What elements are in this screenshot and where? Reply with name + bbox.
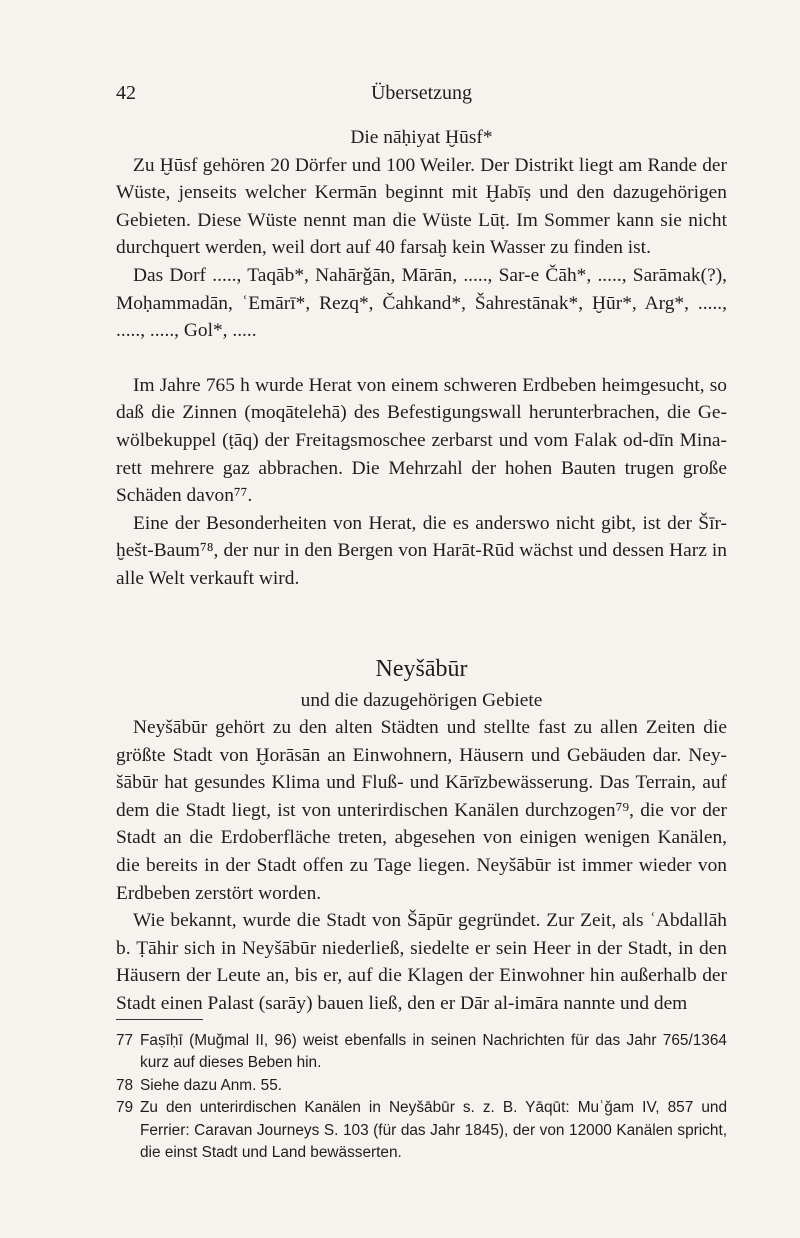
footnote <box>116 1075 727 1097</box>
page-number: 42 <box>116 82 136 104</box>
spacer <box>116 345 727 372</box>
footnote-number: 78 <box>116 1076 134 1094</box>
section-title-husf: Die nāḥiyat Ḫūsf* <box>350 127 493 148</box>
footnote-number: 77 <box>116 1032 134 1049</box>
paragraph: Im Jahre 765 h wurde Herat von einem schweren Erdbeben heimgesucht, so daß die Zinnen (moqātelehā) des Befestigungswall herunterbrachen, die Gewölbekuppel (ṭāq) der Freitagsmoschee zerbarst und vom Falak od-dīn Minarett mehrere gaz abbrachen. Die Mehrzahl der hohen Bauten trugen große Schäden davon⁷⁷. <box>116 374 727 507</box>
running-title: Übersetzung <box>370 82 473 104</box>
footnote-rule <box>116 1019 203 1020</box>
paragraph: Zu Ḫūsf gehören 20 Dörfer und 100 Weiler. Der Distrikt liegt am Rande der Wüste, jenseits welcher Kermān beginnt mit Ḫabīṣ und den dazugehörigen Gebieten. Diese Wüste nennt man die Wüste Lūṭ. Im Sommer kann sie nicht durchquert werden, weil dort auf 40 farsaḫ kein Wasser zu finden ist. <box>116 154 727 259</box>
section-subtitle: und die dazugehörigen Gebiete <box>300 689 543 711</box>
spacer <box>116 593 727 651</box>
page-header <box>116 82 727 112</box>
main-text <box>116 124 727 1018</box>
paragraph: Neyšābūr gehört zu den alten Städten und stellte fast zu allen Zeiten die größte Stadt von Ḫorāsān an Einwohnern, Häusern und Gebäuden dar. Neyšābūr hat gesundes Klima und Fluß- und Kārīzbewässerung. Das Terrain, auf dem die Stadt liegt, ist von unterirdischen Kanälen durchzogen⁷⁹, die vor der Stadt an die Erdoberfläche treten, abgesehen von einigen wenigen Kanälen, die bereits in der Stadt offen zu Tage liegen. Neyšābūr ist immer wieder von Erdbeben zerstört worden. <box>116 717 727 904</box>
footnote-text: Faṣīḥī (Muǧmal II, 96) weist ebenfalls in seinen Nachrichten für das Jahr 765/1364 kurz auf dieses Beben hin. <box>140 1032 727 1072</box>
paragraph: Eine der Besonderheiten von Herat, die es anderswo nicht gibt, ist der Šīr-ḫešt-Baum⁷⁸, der nur in den Bergen von Harāt-Rūd wächst und dessen Harz in alle Welt verkauft wird. <box>116 512 727 589</box>
section-title-neyshabur: Neyšābūr <box>375 655 468 682</box>
footnote <box>116 1030 727 1075</box>
footnote-text: Siehe dazu Anm. 55. <box>140 1076 283 1094</box>
footnote-text: Zu den unterirdischen Kanälen in Neyšābūr s. z. B. Yāqūt: Muʿǧam IV, 857 und Ferrier: Caravan Journeys S. 103 (für das Jahr 1845), der von 12000 Kanälen spricht, die einst Stadt und Land bewässerten. <box>140 1099 727 1162</box>
paragraph: Wie bekannt, wurde die Stadt von Šāpūr gegründet. Zur Zeit, als ʿAbdallāh b. Ṭāhir sich in Neyšābūr niederließ, siedelte er sein Heer in der Stadt, in den Häusern der Leute an, bis er, auf die Klagen der Einwohner hin außerhalb der Stadt einen Palast (sarāy) bauen ließ, den er Dār al-imāra nannte und dem <box>116 910 727 1015</box>
footnotes <box>116 1030 727 1164</box>
footnote-number: 79 <box>116 1099 134 1117</box>
paragraph: Das Dorf ....., Taqāb*, Nahārǧān, Mārān, ....., Sar-e Čāh*, ....., Sarāmak(?), Moḥammadān, ʿEmārī*, Rezq*, Čahkand*, Šahrestānak*, Ḫūr*, Arg*, ....., ....., ....., Gol*, ..... <box>116 264 727 342</box>
footnote <box>116 1097 727 1164</box>
